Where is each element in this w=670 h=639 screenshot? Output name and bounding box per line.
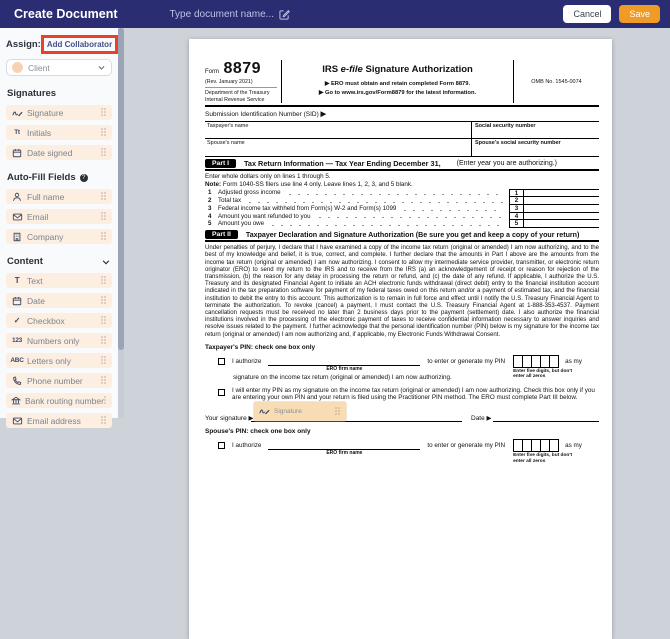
document-name-input[interactable] <box>170 9 291 20</box>
signature-icon <box>11 107 23 118</box>
date-line <box>493 421 599 422</box>
signature-field-label: Signature <box>274 408 302 416</box>
cancel-button[interactable]: Cancel <box>563 5 611 23</box>
signatures-section-header <box>7 88 111 99</box>
placed-signature-field[interactable] <box>254 402 346 421</box>
ero-firm-name-line: ERO firm name <box>268 441 420 450</box>
date-label: Date ▶ <box>471 415 492 423</box>
field-item-label: Checkbox <box>27 315 65 326</box>
field-item-label: Date <box>27 295 45 306</box>
info-icon[interactable]: ? <box>80 174 88 182</box>
drag-handle-icon[interactable] <box>335 407 341 416</box>
self-pin-text: I will enter my PIN as my signature on the income tax return (original or amended) I am now authorizing. Check this box only if you are entering your own PIN and your return is filed using the Practitioner PIN method. The ERO must complete Part III below. <box>232 386 595 402</box>
form-bullet-1: ▶ ERO must obtain and retain completed Form 8879. <box>324 81 471 87</box>
taxpayer-pin-heading: Taxpayer's PIN: check one box only <box>205 343 316 351</box>
signature-row <box>205 404 599 425</box>
line-row-5: 5 Amount you owe 5 <box>205 220 599 228</box>
part2-badge: Part II <box>205 230 238 239</box>
drag-handle-icon[interactable] <box>101 148 107 157</box>
field-item-signature[interactable] <box>6 105 112 120</box>
field-item-phone-number[interactable] <box>6 373 112 388</box>
drag-handle-icon[interactable] <box>101 416 107 425</box>
checkbox <box>218 358 225 365</box>
drag-handle-icon[interactable] <box>101 128 107 137</box>
document-name-placeholder: Type document name... <box>169 8 275 20</box>
signatures-header-label: Signatures <box>7 88 57 99</box>
document-canvas <box>124 28 670 464</box>
form-title: IRS e-file Signature Authorization <box>322 64 473 75</box>
field-item-letters-only[interactable] <box>6 353 112 368</box>
spouse-pin-heading: Spouse's PIN: check one box only <box>205 428 311 436</box>
client-avatar <box>12 62 23 73</box>
building-icon <box>11 232 23 242</box>
field-item-bank-routing-number[interactable] <box>6 393 112 408</box>
sid-label: Submission Identification Number (SID) <box>205 111 319 119</box>
amount-cell <box>524 197 599 205</box>
part1-bar <box>205 157 599 171</box>
field-item-label: Date signed <box>27 147 73 158</box>
calendar-icon <box>11 296 23 306</box>
spouse-ssn-cell: Spouse's social security number <box>471 139 599 156</box>
part1-badge: Part I <box>205 159 236 168</box>
page-title: Create Document <box>14 7 118 21</box>
field-item-label: Signature <box>27 107 64 118</box>
form-revision: (Rev. January 2021) <box>205 79 277 88</box>
field-item-label: Bank routing number <box>25 395 104 406</box>
as-my-text: as my <box>565 442 582 450</box>
amount-lines <box>205 189 599 228</box>
form-word: Form <box>205 69 219 75</box>
bank-icon <box>11 396 21 406</box>
numbers-icon: 123 <box>12 337 22 344</box>
phone-icon <box>11 376 23 386</box>
drag-handle-icon[interactable] <box>101 232 107 241</box>
name-table <box>205 121 599 157</box>
drag-handle-icon[interactable] <box>101 108 107 117</box>
assignee-dropdown[interactable] <box>6 59 112 76</box>
part1-title: Tax Return Information — Tax Year Ending December 31, <box>244 159 441 169</box>
form-number-block <box>205 60 281 103</box>
text-icon: T <box>14 276 20 285</box>
form-dept-line1: Department of the Treasury <box>205 90 270 96</box>
field-item-company[interactable] <box>6 229 112 244</box>
chevron-down-icon <box>97 63 106 72</box>
person-icon <box>11 192 23 202</box>
part2-title: Taxpayer Declaration and Signature Authorization (Be sure you get and keep a copy of your return) <box>245 230 580 239</box>
autofill-section-header <box>7 172 111 183</box>
signature-line <box>251 421 462 422</box>
assign-row <box>6 35 112 54</box>
taxpayer-name-cell: Taxpayer's name <box>207 123 249 130</box>
drag-handle-icon[interactable] <box>101 376 107 385</box>
pin-hint: Enter five digits, but don't enter all zeros <box>513 453 573 464</box>
field-item-label: Initials <box>27 127 52 138</box>
field-item-label: Numbers only <box>27 335 80 346</box>
form-dept-line2: Internal Revenue Service <box>205 96 265 103</box>
declaration-paragraph: Under penalties of perjury, I declare that I have examined a copy of the income tax return (original or amended) I am now authorizing, and to the best of my knowledge and belief, it is true, correct, and complete. I further declare that the amounts in Part I above are the amounts from the income tax return (original or amended) I am now authorizing. I consent to allow my intermediate service provider, transmitter, or electronic return originator (ERO) to send my return to the IRS and to receive from the IRS (a) an acknowledgement of receipt or reason for rejection of the transmission, (b) the reason for any delay in processing the return or refund, and (c) the date of any refund. If applicable, I authorize the U.S. Treasury and its designated Financial Agent to initiate an ACH electronic funds withdrawal (direct debit) entry to the financial institution account indicated in the tax preparation software for payment of my federal taxes owed on this return and/or a payment of estimated tax, and the financial institution to debit the entry to this account. This authorization is to remain in full force and effect until I notify the U.S. Treasury Financial Agent to terminate the authorization. To revoke (cancel) a payment, I must contact the U.S. Treasury Financial Agent at 1-888-353-4537. Payment cancellation requests must be received no later than 2 business days prior to the payment (settlement) date. I also authorize the financial institutions involved in the processing of the electronic payment of taxes to receive confidential information necessary to answer inquiries and resolve issues related to the payment. I further acknowledge that the personal identification number (PIN) below is my signature for the income tax return (original or amended) I am now authorizing and, if applicable, my Electronic Funds Withdrawal Consent. <box>205 245 599 338</box>
initials-icon: Tt <box>14 129 20 136</box>
authorize-text: I authorize <box>232 357 262 365</box>
save-button[interactable]: Save <box>619 5 660 23</box>
authorize-text: I authorize <box>232 442 262 450</box>
amount-cell <box>524 220 599 228</box>
authorize-continuation: signature on the income tax return (original or amended) I am now authorizing. <box>233 373 452 381</box>
field-item-date[interactable] <box>6 293 112 308</box>
form-number: 8879 <box>223 60 262 77</box>
form-title-block <box>281 60 513 103</box>
field-item-label: Email <box>27 211 49 222</box>
part2-bar <box>205 228 599 242</box>
spouse-pin-boxes <box>513 439 573 464</box>
line-row-4: 4 Amount you want refunded to you 4 <box>205 213 599 221</box>
dotted-leader <box>272 224 503 227</box>
dotted-leader <box>249 201 503 204</box>
field-item-date-signed[interactable] <box>6 145 112 160</box>
as-my-text: as my <box>565 357 582 365</box>
autofill-header-label: Auto-Fill Fields <box>7 172 76 183</box>
line-row-2: 2 Total tax 2 <box>205 197 599 205</box>
note-line: Note: Form 1040-SS filers use line 4 only. Leave lines 1, 2, 3, and 5 blank. <box>205 181 413 189</box>
self-pin-row <box>205 387 599 402</box>
chevron-down-icon[interactable] <box>101 257 111 267</box>
ero-firm-name-line: ERO firm name <box>268 357 420 366</box>
field-item-numbers-only[interactable] <box>6 333 112 348</box>
line-row-3: 3 Federal income tax withheld from Form(s) W-2 and Form(s) 1099 3 <box>205 205 599 213</box>
omb-number: OMB No. 1545-0074 <box>513 60 599 103</box>
dotted-leader <box>319 216 503 219</box>
field-item-label: Full name <box>27 191 65 202</box>
part1-hint: (Enter year you are authorizing.) <box>456 160 557 168</box>
taxpayer-pin-boxes <box>513 355 573 380</box>
generate-pin-text: to enter or generate my PIN <box>427 442 506 450</box>
add-collaborator-button[interactable]: Add Collaborator <box>41 35 118 54</box>
ssn-cell: Social security number <box>471 122 599 138</box>
field-item-email[interactable] <box>6 209 112 224</box>
field-sidebar <box>0 28 118 426</box>
field-item-label: Letters only <box>27 355 71 366</box>
amount-cell <box>524 189 599 197</box>
line-row-1: 1 Adjusted gross income 1 <box>205 189 599 197</box>
arrow-icon: ▶ <box>320 111 326 119</box>
drag-handle-icon[interactable] <box>101 212 107 221</box>
your-signature-label: Your signature ▶ <box>205 415 254 423</box>
assignee-selected-value: Client <box>28 62 50 73</box>
field-item-label: Text <box>27 275 43 286</box>
drag-handle-icon[interactable] <box>101 276 107 285</box>
form-bullet-2: ▶ Go to www.irs.gov/Form8879 for the latest information. <box>318 89 477 96</box>
checkbox <box>218 389 225 396</box>
drag-handle-icon[interactable] <box>101 356 107 365</box>
dotted-leader <box>404 209 503 212</box>
check-icon: ✓ <box>13 316 21 325</box>
sid-row <box>205 107 599 121</box>
field-item-text[interactable] <box>6 273 112 288</box>
field-item-checkbox[interactable] <box>6 313 112 328</box>
content-header-label: Content <box>7 256 43 267</box>
whole-dollars-instruction: Enter whole dollars only on lines 1 through 5. <box>205 173 331 181</box>
form-header <box>205 60 599 107</box>
field-item-label: Company <box>27 231 64 242</box>
content-section-header <box>7 256 111 267</box>
drag-handle-icon[interactable] <box>101 296 107 305</box>
signature-icon <box>259 403 270 421</box>
amount-cell <box>524 205 599 213</box>
top-navbar <box>0 0 670 28</box>
dotted-leader <box>289 193 503 196</box>
envelope-icon <box>11 212 23 222</box>
field-item-label: Email address <box>27 415 81 426</box>
generate-pin-text: to enter or generate my PIN <box>427 357 506 365</box>
drag-handle-icon[interactable] <box>101 316 107 325</box>
amount-cell <box>524 213 599 221</box>
drag-handle-icon[interactable] <box>104 396 107 405</box>
field-item-label: Phone number <box>27 375 83 386</box>
spouse-authorize-row <box>205 439 599 464</box>
field-item-email-address[interactable] <box>6 413 112 428</box>
spouse-name-cell: Spouse's name <box>207 140 245 147</box>
assign-label: Assign: <box>6 39 41 50</box>
letters-icon: ABC <box>10 357 24 364</box>
field-item-full-name[interactable] <box>6 189 112 204</box>
edit-icon[interactable] <box>279 9 290 20</box>
drag-handle-icon[interactable] <box>101 336 107 345</box>
form-8879-page <box>189 39 612 639</box>
envelope-icon <box>11 416 23 426</box>
field-item-initials[interactable] <box>6 125 112 140</box>
pin-hint: Enter five digits, but don't enter all zeros <box>513 368 573 380</box>
checkbox <box>218 442 225 449</box>
calendar-icon <box>11 148 23 158</box>
drag-handle-icon[interactable] <box>101 192 107 201</box>
